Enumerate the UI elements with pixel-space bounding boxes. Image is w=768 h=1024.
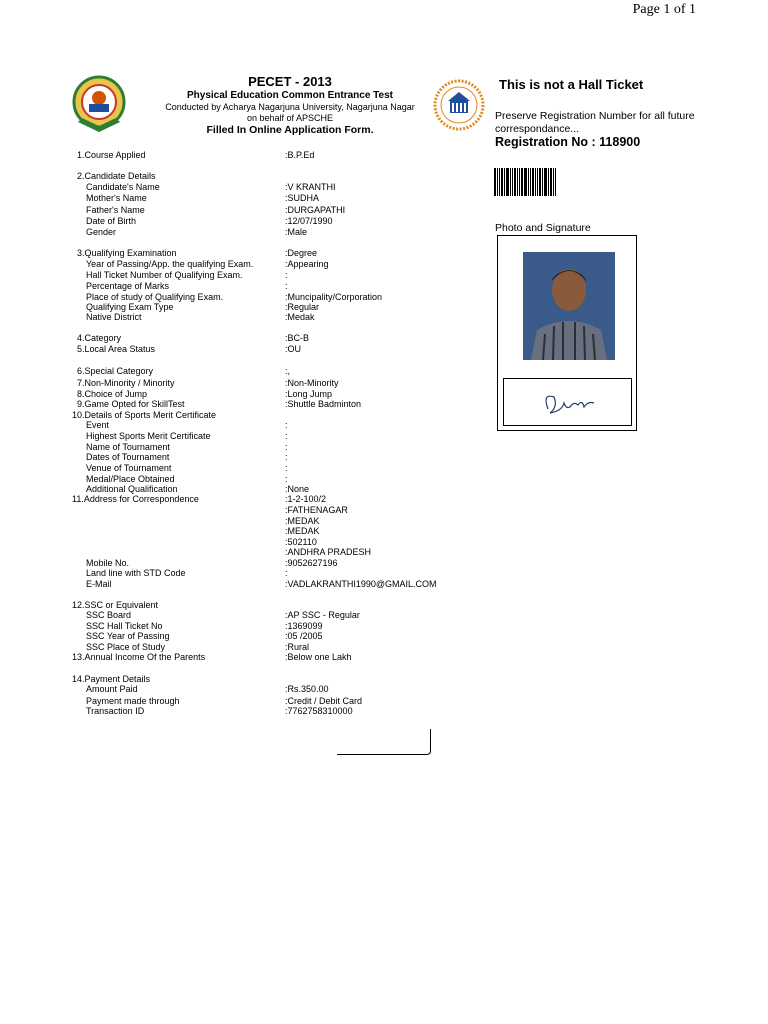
form-row-label: 12.SSC or Equivalent <box>72 600 159 610</box>
barcode-bar <box>510 168 511 196</box>
form-row-label: 4.Category <box>77 333 122 343</box>
form-row-label: Father's Name <box>86 205 145 215</box>
barcode-bar <box>537 168 538 196</box>
form-row-label: 2.Candidate Details <box>77 171 156 181</box>
barcode-bar <box>548 168 549 196</box>
form-row-label: Mobile No. <box>86 558 130 568</box>
barcode-bar <box>504 168 505 196</box>
form-row-value: :1-2-100/2 <box>285 494 327 504</box>
form-row-value: :BC-B <box>285 333 310 343</box>
form-title: PECET - 2013 <box>248 74 332 89</box>
barcode-bar <box>497 168 498 196</box>
form-row-label: SSC Year of Passing <box>86 631 170 641</box>
form-row-label: Amount Paid <box>86 684 138 694</box>
form-row-label: Medal/Place Obtained <box>86 474 175 484</box>
barcode-bar <box>550 168 552 196</box>
form-row-label: Name of Tournament <box>86 442 170 452</box>
form-row-label: Place of study of Qualifying Exam. <box>86 292 224 302</box>
form-row-value: :7762758310000 <box>285 706 353 716</box>
photo-image <box>523 252 615 360</box>
form-row-label: 11.Address for Correspondence <box>72 494 199 504</box>
form-row-value: :Male <box>285 227 308 237</box>
form-row-value: : <box>285 463 288 473</box>
form-row-value: :1369099 <box>285 621 323 631</box>
barcode-bar <box>528 168 529 196</box>
form-row-value: :Rural <box>285 642 310 652</box>
form-row-label: Gender <box>86 227 117 237</box>
form-row-value: :Rs.350.00 <box>285 684 329 694</box>
form-row-label: 3.Qualifying Examination <box>77 248 177 258</box>
form-row-value: :Shuttle Badminton <box>285 399 362 409</box>
barcode-bar <box>506 168 509 196</box>
form-row-value: :, <box>285 366 291 376</box>
barcode-bar <box>519 168 520 196</box>
barcode-bar <box>532 168 534 196</box>
page-number: Page 1 of 1 <box>632 2 696 17</box>
form-row-value: : <box>285 568 288 578</box>
barcode-bar <box>555 168 556 196</box>
application-form-label: Filled In Online Application Form. <box>206 124 374 136</box>
barcode-bar <box>521 168 523 196</box>
council-seal-icon <box>433 79 485 131</box>
form-row-value: :AP SSC - Regular <box>285 610 360 620</box>
form-row-value: :502110 <box>285 537 317 547</box>
form-row-value: :SUDHA <box>285 193 320 203</box>
on-behalf: on behalf of APSCHE <box>246 113 334 123</box>
form-row-label: 8.Choice of Jump <box>77 389 148 399</box>
form-row-label: SSC Hall Ticket No <box>86 621 163 631</box>
barcode-bar <box>553 168 554 196</box>
form-row-label: Transaction ID <box>86 706 145 716</box>
form-row-value: :Below one Lakh <box>285 652 352 662</box>
form-row-value: :Regular <box>285 302 320 312</box>
form-row-label: Highest Sports Merit Certificate <box>86 431 211 441</box>
form-row-label: 13.Annual Income Of the Parents <box>72 652 206 662</box>
form-row-value: :None <box>285 484 310 494</box>
form-row-value: :FATHENAGAR <box>285 505 348 515</box>
barcode-bar <box>517 168 518 196</box>
form-row-value: :B.P.Ed <box>285 150 315 160</box>
form-row-label: 7.Non-Minority / Minority <box>77 378 175 388</box>
barcode-bar <box>539 168 541 196</box>
barcode-bar <box>512 168 513 196</box>
registration-number: Registration No : 118900 <box>495 135 641 149</box>
preserve-note: Preserve Registration Number for all future correspondance... <box>495 110 695 135</box>
conducted-by: Conducted by Acharya Nagarjuna University, Nagarjuna Nagar <box>165 102 415 112</box>
barcode-bar <box>494 168 496 196</box>
barcode-bar <box>514 168 516 196</box>
form-row-value: :12/07/1990 <box>285 216 333 226</box>
form-row-value: :MEDAK <box>285 526 320 536</box>
form-row-value: :DURGAPATHI <box>285 205 346 215</box>
form-row-value: : <box>285 431 288 441</box>
form-row-value: :9052627196 <box>285 558 338 568</box>
university-emblem-icon <box>72 74 126 134</box>
form-row-value: :Credit / Debit Card <box>285 696 363 706</box>
print-button-box <box>337 729 431 755</box>
barcode <box>494 168 557 196</box>
form-row-label: Additional Qualification <box>86 484 178 494</box>
barcode-bar <box>544 168 547 196</box>
photo-label: Photo and Signature <box>495 222 591 234</box>
form-row-label: Hall Ticket Number of Qualifying Exam. <box>86 270 243 280</box>
form-row-value: :MEDAK <box>285 516 320 526</box>
form-row-value: :OU <box>285 344 302 354</box>
form-row-label: 10.Details of Sports Merit Certificate <box>72 410 217 420</box>
candidate-photo <box>523 252 615 360</box>
form-subtitle: Physical Education Common Entrance Test <box>187 90 393 101</box>
form-row-label: 5.Local Area Status <box>77 344 156 354</box>
form-row-value: :ANDHRA PRADESH <box>285 547 372 557</box>
form-row-label: 9.Game Opted for SkillTest <box>77 399 185 409</box>
form-row-label: Payment made through <box>86 696 180 706</box>
form-row-value: :05 /2005 <box>285 631 323 641</box>
form-row-value: : <box>285 442 288 452</box>
form-row-label: 1.Course Applied <box>77 150 146 160</box>
form-row-label: Year of Passing/App. the qualifying Exam. <box>86 259 254 269</box>
form-row-value: : <box>285 270 288 280</box>
hall-ticket-note: This is not a Hall Ticket <box>499 77 644 92</box>
form-row-value: : <box>285 281 288 291</box>
form-row-label: E-Mail <box>86 579 112 589</box>
form-row-label: 14.Payment Details <box>72 674 151 684</box>
form-row-value: : <box>285 474 288 484</box>
barcode-bar <box>542 168 543 196</box>
form-row-label: Qualifying Exam Type <box>86 302 174 312</box>
barcode-bar <box>530 168 531 196</box>
signature-box <box>503 378 632 426</box>
form-row-label: Mother's Name <box>86 193 147 203</box>
form-row-label: Event <box>86 420 110 430</box>
form-row-label: Date of Birth <box>86 216 137 226</box>
form-row-value: : <box>285 420 288 430</box>
form-row-value: :Muncipality/Corporation <box>285 292 383 302</box>
form-row-label: SSC Board <box>86 610 132 620</box>
form-row-value: :VADLAKRANTHI1990@GMAIL.COM <box>285 579 437 589</box>
barcode-bar <box>499 168 500 196</box>
form-row-label: 6.Special Category <box>77 366 154 376</box>
form-row-value: :Degree <box>285 248 318 258</box>
form-row-label: Candidate's Name <box>86 182 160 192</box>
photo-signature-box <box>497 235 637 431</box>
form-row-label: Dates of Tournament <box>86 452 170 462</box>
form-row-value: :Medak <box>285 312 315 322</box>
form-row-label: SSC Place of Study <box>86 642 166 652</box>
form-row-label: Land line with STD Code <box>86 568 186 578</box>
form-row-value: :Long Jump <box>285 389 333 399</box>
signature-image <box>504 379 631 425</box>
form-row-value: :Appearing <box>285 259 329 269</box>
form-row-label: Venue of Tournament <box>86 463 172 473</box>
barcode-bar <box>524 168 527 196</box>
form-row-label: Percentage of Marks <box>86 281 170 291</box>
barcode-bar <box>501 168 503 196</box>
form-row-value: :Non-Minority <box>285 378 339 388</box>
barcode-bar <box>535 168 536 196</box>
form-row-value: :V KRANTHI <box>285 182 336 192</box>
form-row-value: : <box>285 452 288 462</box>
form-row-label: Native District <box>86 312 142 322</box>
